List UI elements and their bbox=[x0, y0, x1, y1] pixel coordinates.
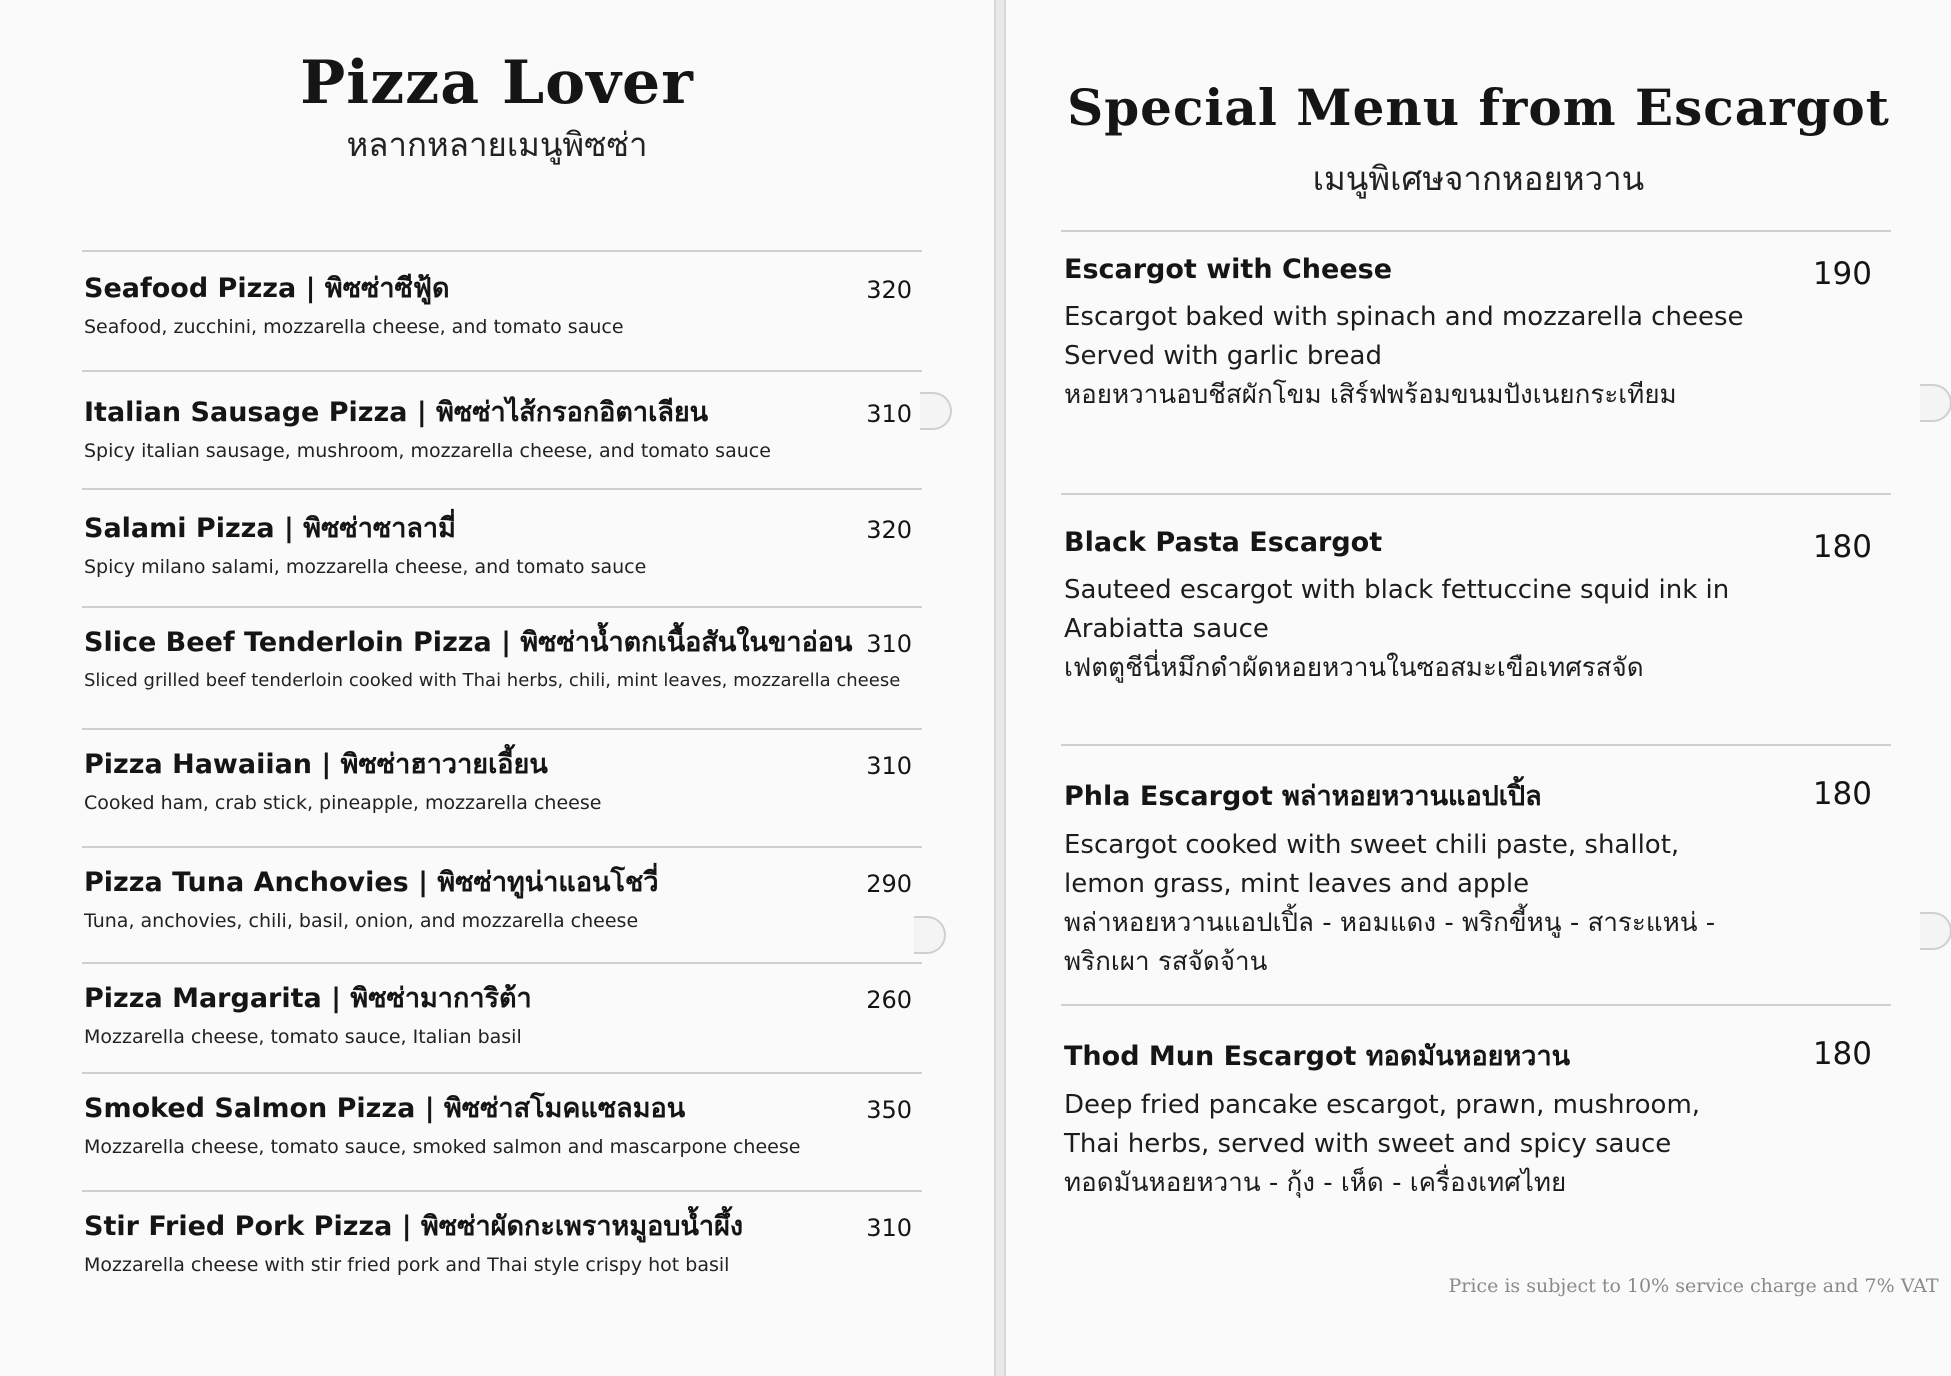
divider bbox=[82, 728, 922, 730]
item-description bbox=[1064, 826, 1784, 982]
description-line: Arabiatta sauce bbox=[1064, 614, 1269, 644]
divider bbox=[82, 962, 922, 964]
item-description: Spicy milano salami, mozzarella cheese, and tomato sauce bbox=[84, 556, 647, 578]
item-price: 260 bbox=[866, 986, 912, 1014]
item-description: Mozzarella cheese, tomato sauce, smoked salmon and mascarpone cheese bbox=[84, 1136, 801, 1158]
item-name: Stir Fried Pork Pizza | พิซซ่าผัดกะเพราหมูอบน้ำผึ้ง bbox=[84, 1211, 744, 1242]
item-price: 190 bbox=[1812, 256, 1872, 292]
item-price: 320 bbox=[866, 516, 912, 544]
menu-item bbox=[78, 860, 918, 960]
item-name: Pizza Hawaiian | พิซซ่าฮาวายเอี้ยน bbox=[84, 749, 548, 780]
item-name: Seafood Pizza | พิซซ่าซีฟู้ด bbox=[84, 273, 450, 304]
page-subtitle: หลากหลายเมนูพิซซ่า bbox=[346, 125, 648, 164]
divider bbox=[82, 488, 922, 490]
description-line: พริกเผา รสจัดจ้าน bbox=[1064, 947, 1268, 977]
menu-item bbox=[78, 1204, 918, 1304]
page-subtitle: เมนูพิเศษจากหอยหวาน bbox=[1312, 159, 1645, 198]
description-line: ทอดมันหอยหวาน - กุ้ง - เห็ด - เครื่องเทศไทย bbox=[1064, 1168, 1567, 1198]
description-line: พล่าหอยหวานแอปเปิ้ล - หอมแดง - พริกขี้หนู - สาระแหน่ - bbox=[1064, 908, 1716, 938]
divider bbox=[1061, 744, 1891, 746]
divider bbox=[82, 1190, 922, 1192]
description-line: เฟตตูชีนี่หมึกดำผัดหอยหวานในซอสมะเขือเทศรสจัด bbox=[1064, 653, 1644, 683]
divider bbox=[1061, 230, 1891, 232]
binder-hole bbox=[920, 392, 952, 430]
description-line: หอยหวานอบชีสผักโขม เสิร์ฟพร้อมขนมปังเนยกระเทียม bbox=[1064, 380, 1677, 410]
item-name: Italian Sausage Pizza | พิซซ่าไส้กรอกอิตาเลียน bbox=[84, 397, 709, 428]
item-description bbox=[1064, 1086, 1784, 1203]
description-line: Escargot cooked with sweet chili paste, shallot, bbox=[1064, 830, 1680, 860]
item-name: Black Pasta Escargot bbox=[1064, 527, 1383, 558]
item-price: 180 bbox=[1812, 776, 1872, 812]
description-line: Deep fried pancake escargot, prawn, mushroom, bbox=[1064, 1090, 1701, 1120]
item-price: 320 bbox=[866, 276, 912, 304]
binder-hole bbox=[1920, 384, 1951, 422]
divider bbox=[82, 846, 922, 848]
item-description: Mozzarella cheese with stir fried pork and Thai style crispy hot basil bbox=[84, 1254, 730, 1276]
menu-item bbox=[78, 390, 918, 490]
divider bbox=[82, 606, 922, 608]
divider bbox=[1061, 1004, 1891, 1006]
item-price: 310 bbox=[866, 400, 912, 428]
description-line: Escargot baked with spinach and mozzarella cheese bbox=[1064, 302, 1744, 332]
item-description bbox=[1064, 298, 1784, 415]
item-price: 290 bbox=[866, 870, 912, 898]
item-description: Sliced grilled beef tenderloin cooked with Thai herbs, chili, mint leaves, mozzarella cheese bbox=[84, 670, 901, 691]
description-line: Served with garlic bread bbox=[1064, 341, 1382, 371]
divider bbox=[1061, 493, 1891, 495]
menu-item bbox=[78, 266, 918, 366]
menu-item bbox=[78, 742, 918, 842]
item-description: Seafood, zucchini, mozzarella cheese, and tomato sauce bbox=[84, 316, 624, 338]
binder-hole bbox=[914, 916, 946, 954]
binder-hole bbox=[1920, 912, 1951, 950]
menu-item bbox=[78, 1086, 918, 1186]
item-name: Smoked Salmon Pizza | พิซซ่าสโมคแซลมอน bbox=[84, 1093, 686, 1124]
description-line: lemon grass, mint leaves and apple bbox=[1064, 869, 1530, 899]
item-price: 180 bbox=[1812, 529, 1872, 565]
item-name: Salami Pizza | พิซซ่าซาลามี่ bbox=[84, 513, 456, 544]
item-price: 180 bbox=[1812, 1036, 1872, 1072]
item-name: Thod Mun Escargot ทอดมันหอยหวาน bbox=[1064, 1041, 1571, 1072]
item-description bbox=[1064, 571, 1784, 688]
price-footnote: Price is subject to 10% service charge and 7% VAT bbox=[1448, 1275, 1939, 1297]
page-title: Pizza Lover bbox=[300, 48, 694, 118]
item-description: Tuna, anchovies, chili, basil, onion, and mozzarella cheese bbox=[84, 910, 639, 932]
item-name: Escargot with Cheese bbox=[1064, 254, 1393, 285]
item-name: Pizza Margarita | พิซซ่ามาการิต้า bbox=[84, 983, 532, 1014]
description-line: Sauteed escargot with black fettuccine squid ink in bbox=[1064, 575, 1730, 605]
item-price: 310 bbox=[866, 630, 912, 658]
menu-item bbox=[78, 506, 918, 606]
item-description: Spicy italian sausage, mushroom, mozzarella cheese, and tomato sauce bbox=[84, 440, 771, 462]
description-line: Thai herbs, served with sweet and spicy sauce bbox=[1064, 1129, 1672, 1159]
item-price: 310 bbox=[866, 752, 912, 780]
menu-item bbox=[78, 620, 918, 720]
item-description: Cooked ham, crab stick, pineapple, mozzarella cheese bbox=[84, 792, 602, 814]
escargot-menu-page bbox=[1004, 0, 1951, 1376]
item-name: Pizza Tuna Anchovies | พิซซ่าทูน่าแอนโชวี่ bbox=[84, 867, 659, 898]
item-price: 310 bbox=[866, 1214, 912, 1242]
item-name: Slice Beef Tenderloin Pizza | พิซซ่าน้ำตกเนื้อสันในขาอ่อน bbox=[84, 627, 853, 658]
item-description: Mozzarella cheese, tomato sauce, Italian basil bbox=[84, 1026, 522, 1048]
item-price: 350 bbox=[866, 1096, 912, 1124]
page-title: Special Menu from Escargot bbox=[1067, 78, 1890, 137]
item-name: Phla Escargot พล่าหอยหวานแอปเปิ้ล bbox=[1064, 781, 1542, 812]
divider bbox=[82, 250, 922, 252]
menu-item bbox=[78, 976, 918, 1076]
divider bbox=[82, 370, 922, 372]
divider bbox=[82, 1072, 922, 1074]
